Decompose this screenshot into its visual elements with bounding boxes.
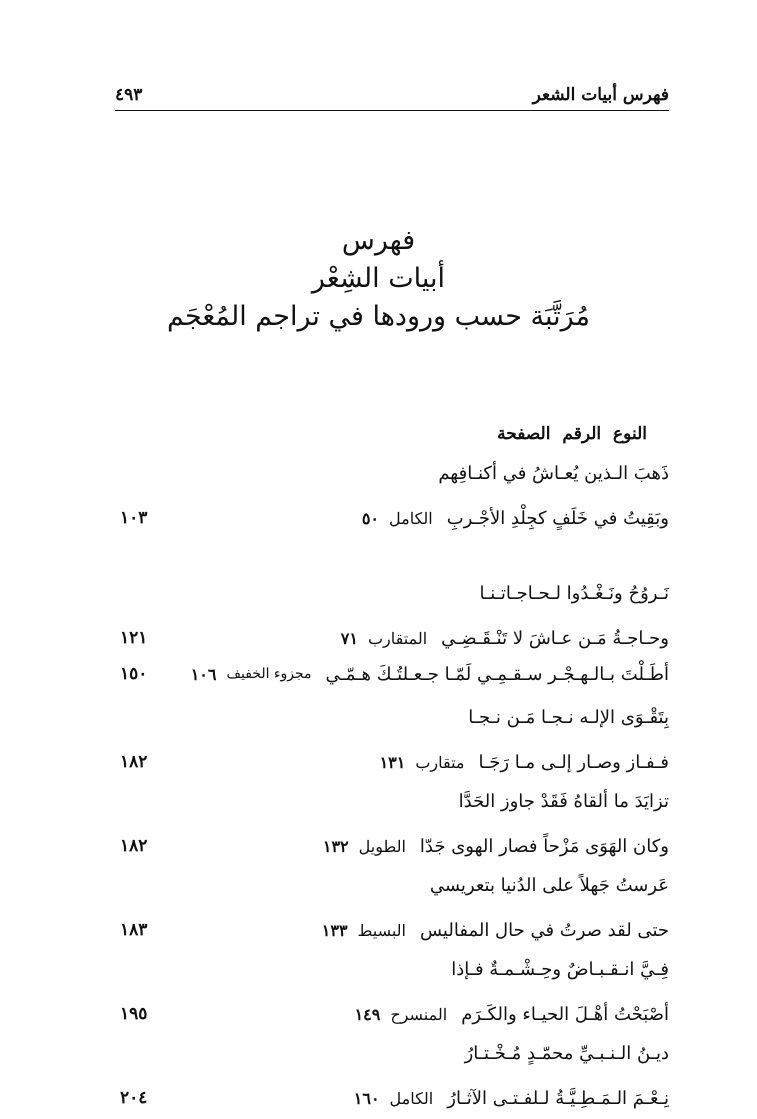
verse-second-hemistich: حتى لقد صرتُ في حال المفاليس [419, 919, 669, 941]
running-title: فهرس أبيات الشعر [532, 85, 669, 105]
verse-number: ١٣٣ [321, 920, 348, 940]
verse-meter: الكامل [389, 508, 433, 528]
verse-meter: المتقارب [367, 628, 428, 648]
verse-first-hemistich: فِـيَّ انـقـبـاضٌ وحِـشْـمـةٌ فـإذا [451, 959, 669, 980]
verse-number: ١٤٩ [354, 1004, 381, 1024]
verse-second-hemistich: فـفـاز وصـار إلـى مـا رَجَـا [478, 751, 669, 773]
verse-entry [120, 659, 669, 699]
verse-page: ١٨٢ [120, 752, 148, 772]
verse-first-hemistich: ديـنُ الـنـبـيِّ محمّـدٍ مُـخْـتـارُ [464, 1043, 669, 1064]
verse-second-hemistich: نِـعْـمَ الـمَـطِـيَّـةُ لـلفـتـى الآثـارُ [447, 1087, 669, 1109]
verse-second-hemistich: وحـاجـةُ مَـن عـاشَ لا تَنْـقَـضِـي [441, 627, 669, 649]
column-heading-page: الصفحة [497, 424, 551, 444]
verse-second-hemistich: أصْبَحْتُ أهْـلَ الحيـاء والكَـرَم [461, 1003, 669, 1025]
verse-second-line [120, 999, 669, 1029]
verse-single-line [120, 659, 669, 689]
verse-first-hemistich: عَرستُ جَهلاً على الدُنيا بتعريسي [429, 875, 669, 896]
verse-meter: الكامل [389, 1088, 434, 1108]
verse-page: ١٠٣ [120, 508, 148, 528]
title-line: فهرس [341, 225, 416, 256]
verse-entry [120, 783, 669, 867]
verse-second-hemistich: أطَـلْتَ بـالـهـجْـر سـقـمِـي لَمّـا جـعـلتُـكَ هـمّـي [325, 663, 669, 685]
verse-number: ٥٠ [361, 508, 379, 528]
verse-entry [120, 455, 669, 575]
verse-second-line [120, 915, 669, 945]
verse-second-line [120, 747, 669, 777]
verse-second-line [120, 623, 669, 653]
verse-second-line [120, 1083, 669, 1113]
verse-page: ١٨٣ [120, 920, 148, 940]
verse-meter: المنسرح [390, 1004, 448, 1024]
verse-first-hemistich: بِتَقْـوَى الإلـه نـجـا مَـن نـجـا [468, 707, 669, 728]
header-rule [115, 110, 669, 111]
title-line: أبيات الشِعْر [311, 263, 446, 294]
verse-meter: البسيط [357, 920, 406, 940]
verse-meter: مجزوء الخفيف [226, 666, 312, 682]
verse-second-line [120, 831, 669, 861]
verse-number: ١٣١ [379, 752, 406, 772]
verse-page: ١٥٠ [120, 664, 148, 684]
verse-meter: متقارب [415, 752, 465, 772]
running-header [115, 82, 669, 108]
column-headings [491, 424, 647, 444]
verse-second-line [120, 503, 669, 533]
verse-first-hemistich: ذَهبَ الـذين يُعـاشُ في أكنـافِهم [438, 463, 669, 484]
verse-page: ٢٠٤ [120, 1088, 148, 1108]
verse-entry [120, 699, 669, 783]
verse-number: ١٣٢ [322, 836, 349, 856]
verse-first-hemistich: تزايَدَ ما ألقاهُ فَقَدْ جاوز الحَدَّا [458, 791, 669, 812]
verse-page: ١٩٥ [120, 1004, 148, 1024]
verse-entry [120, 575, 669, 659]
verse-second-hemistich: وكان الهَوَى مَزْحاً فصار الهوى جَدّا [419, 835, 669, 857]
verse-entry [120, 1035, 669, 1119]
verse-index-list [120, 455, 669, 1119]
verse-second-hemistich: وبَقِيتُ في خَلَفٍ كجِلْدِ الأجْـربِ [446, 507, 669, 529]
verse-number: ٧١ [340, 628, 358, 648]
column-heading-type: النوع [613, 424, 647, 444]
verse-number: ١٦٠ [353, 1088, 380, 1108]
verse-number: ١٠٦ [190, 664, 217, 684]
index-title-block [0, 222, 757, 336]
verse-entry [120, 867, 669, 951]
verse-first-hemistich: نَـروُحُ ونَـغْـدُوا لـحـاجـاتـنـا [479, 583, 669, 604]
verse-page: ١٨٢ [120, 836, 148, 856]
verse-entry [120, 951, 669, 1035]
page-number: ٤٩٣ [115, 85, 143, 105]
verse-page: ١٢١ [120, 628, 148, 648]
title-line: مُرَتَّبَة حسب ورودها في تراجم المُعْجَم [166, 301, 591, 332]
column-heading-number: الرقم [562, 424, 602, 444]
verse-meter: الطويل [358, 836, 406, 856]
